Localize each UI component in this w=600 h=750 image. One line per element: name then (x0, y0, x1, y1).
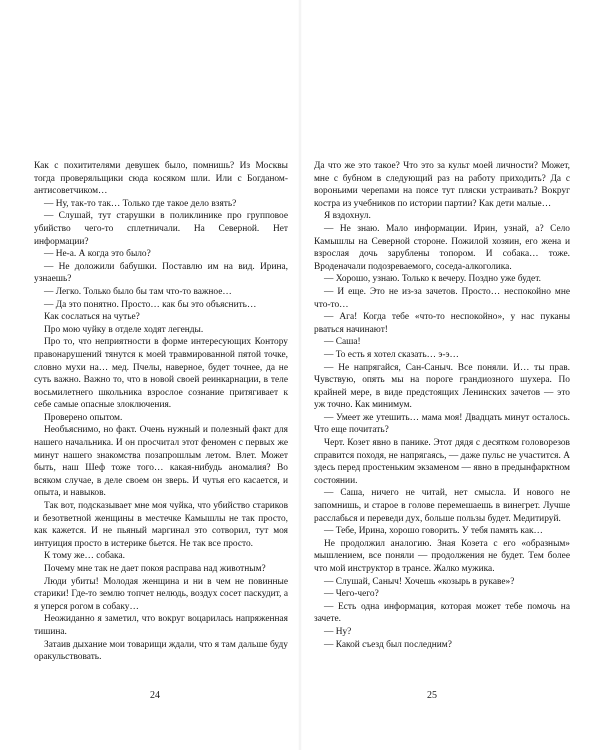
left-page-paragraph: — Не-а. А когда это было? (44, 249, 151, 260)
right-page-number: 25 (427, 690, 437, 701)
left-page-paragraph: Так вот, подсказывает мне моя чуйка, что убийство стариков и безответной женщины в местечке Камышлы не так просто, как кажется. И не пьяный маргинал это сотворил, тут моя интуиция просто в истерике бьется. Не так все просто. (34, 501, 288, 549)
right-page-paragraph: — Слушай, Саныч! Хочешь «козырь в рукаве»? (324, 576, 515, 587)
right-page-paragraph: — То есть я хотел сказать… э-э… (324, 349, 459, 360)
right-page-paragraph: — Ну? (324, 626, 352, 637)
right-page-paragraph: — Саша, ничего не читай, нет смысла. И нового не запомнишь, и старое в голове перемешаешь в винегрет. Лучше расслабься и переведи дух, больше пользы будет. Медитируй. (314, 488, 570, 524)
left-page-number: 24 (150, 690, 160, 701)
right-page-paragraph: — Хорошо, узнаю. Только к вечеру. Поздно уже будет. (324, 274, 541, 285)
left-page-paragraph: — Ну, так-то так… Только где такое дело взять? (44, 198, 237, 209)
left-page-paragraph: К тому же… собака. (44, 551, 125, 562)
left-page-paragraph: Про мою чуйку в отделе ходят легенды. (44, 324, 204, 335)
right-page-paragraph: — Не знаю. Мало информации. Ирин, узнай, а? Село Камышлы на Северной стороне. Пожилой хозяин, его жена и взрослая дочь зарублены топором. И собака… тоже. Вроденачали подозреваемого, соседа-алкоголика. (314, 223, 570, 272)
right-page-paragraph: — Чего-чего? (324, 589, 379, 600)
right-page-paragraph: Черт. Козет явно в панике. Этот дядя с десятком головорезов справится походя, не напрягаясь, — даже пульс не участится. А здесь перед простеньким экзаменом — явно в предынфарктном состоянии. (314, 438, 570, 486)
right-page-paragraph: — Тебе, Ирина, хорошо говорить. У тебя память как… (324, 526, 543, 537)
left-page-paragraph: Как с похитителями девушек было, помнишь? Из Москвы тогда проверяльщики сюда косяком шли. Или с Богданом-антисоветчиком… (34, 161, 288, 197)
left-page-paragraph: Про то, что неприятности в форме интересующих Контору правонарушений тянутся к моей травмированной пятой точке, словно мухи на… мед. Пчелы, наверное, будет точнее, да не суть важно. Важно то, что в новой своей реинкарнации, в теле восьмилетнего школьника взрослое сознание притягивает к себе самые опасные злоключения. (34, 337, 288, 411)
left-page-paragraph: Как сослаться на чутье? (44, 312, 140, 323)
left-page-text (34, 160, 288, 664)
left-page-paragraph: Люди убиты! Молодая женщина и ни в чем не повинные старики! Где-то землю топчет нелюдь, воздух сосет паскудит, а я уперся рогом в собаку… (34, 576, 288, 612)
left-page-paragraph: Проверено опытом. (44, 412, 123, 423)
book-gutter (298, 0, 302, 750)
left-page-paragraph: — Да это понятно. Просто… как бы это объяснить… (44, 299, 257, 310)
left-page-paragraph: Необъяснимо, но факт. Очень нужный и полезный факт для нашего начальника. И он просчитал этот феномен с первых же минут нашего знакомства позапрошлым летом. Влет. Может быть, наш Шеф тоже того… какая-нибудь аномалия? Во всяком случае, в деле своем он зверь. И чутья его касается, и опыта, и навыков. (34, 425, 288, 499)
left-page-paragraph: — Не доложили бабушки. Поставлю им на вид. Ирина, узнаешь? (34, 261, 288, 285)
right-page-paragraph: — Умеет же утешить… мама моя! Двадцать минут осталось. Что еще почитать? (314, 412, 570, 436)
right-page-text (314, 160, 570, 651)
right-page-paragraph: — И еще. Это не из-за зачетов. Просто… неспокойно мне что-то… (314, 286, 570, 310)
right-page-paragraph: — Ага! Когда тебе «что-то неспокойно», у нас пуканы рваться начинают! (314, 312, 570, 335)
right-page-paragraph: Не продолжил аналогию. Зная Козета с его «образным» мышлением, все поняли — продолжения не будет. Тем более что мой инструктор в трансе. Жалко мужика. (314, 538, 570, 574)
left-page-paragraph: Неожиданно я заметил, что вокруг воцарилась напряженная тишина. (34, 614, 288, 637)
left-page-paragraph: — Слушай, тут старушки в поликлинике про групповое убийство чего-то сплетничали. На Северной. Нет информации? (34, 211, 288, 247)
right-page-paragraph: — Не напрягайся, Сан-Саныч. Все поняли. И… ты прав. Чувствую, опять мы на пороге грандиозного шухера. По крайней мере, в виде предстоящих Ленинских зачетов — это уж точно. Как минимум. (314, 362, 570, 411)
left-page-paragraph: Затаив дыхание мои товарищи ждали, что я там дальше буду оракульствовать. (34, 639, 288, 663)
right-page-paragraph: Я вздохнул. (324, 211, 371, 222)
right-page-paragraph: — Какой съезд был последним? (324, 639, 452, 650)
left-page-paragraph: — Легко. Только было бы там что-то важное… (44, 286, 232, 297)
right-page-paragraph: — Есть одна информация, которая может тебе помочь на зачете. (314, 601, 570, 625)
right-page-paragraph: Да что же это такое? Что это за культ моей личности? Может, мне с бубном в следующий раз на работу приходить? Да с вороньими черепами на поясе тут пляски устраивать? Вокруг костра из учебников по истории партии? Как дети малые… (314, 161, 570, 209)
left-page-paragraph: Почему мне так не дает покоя расправа над животным? (44, 564, 266, 574)
right-page-paragraph: — Саша! (324, 337, 361, 348)
